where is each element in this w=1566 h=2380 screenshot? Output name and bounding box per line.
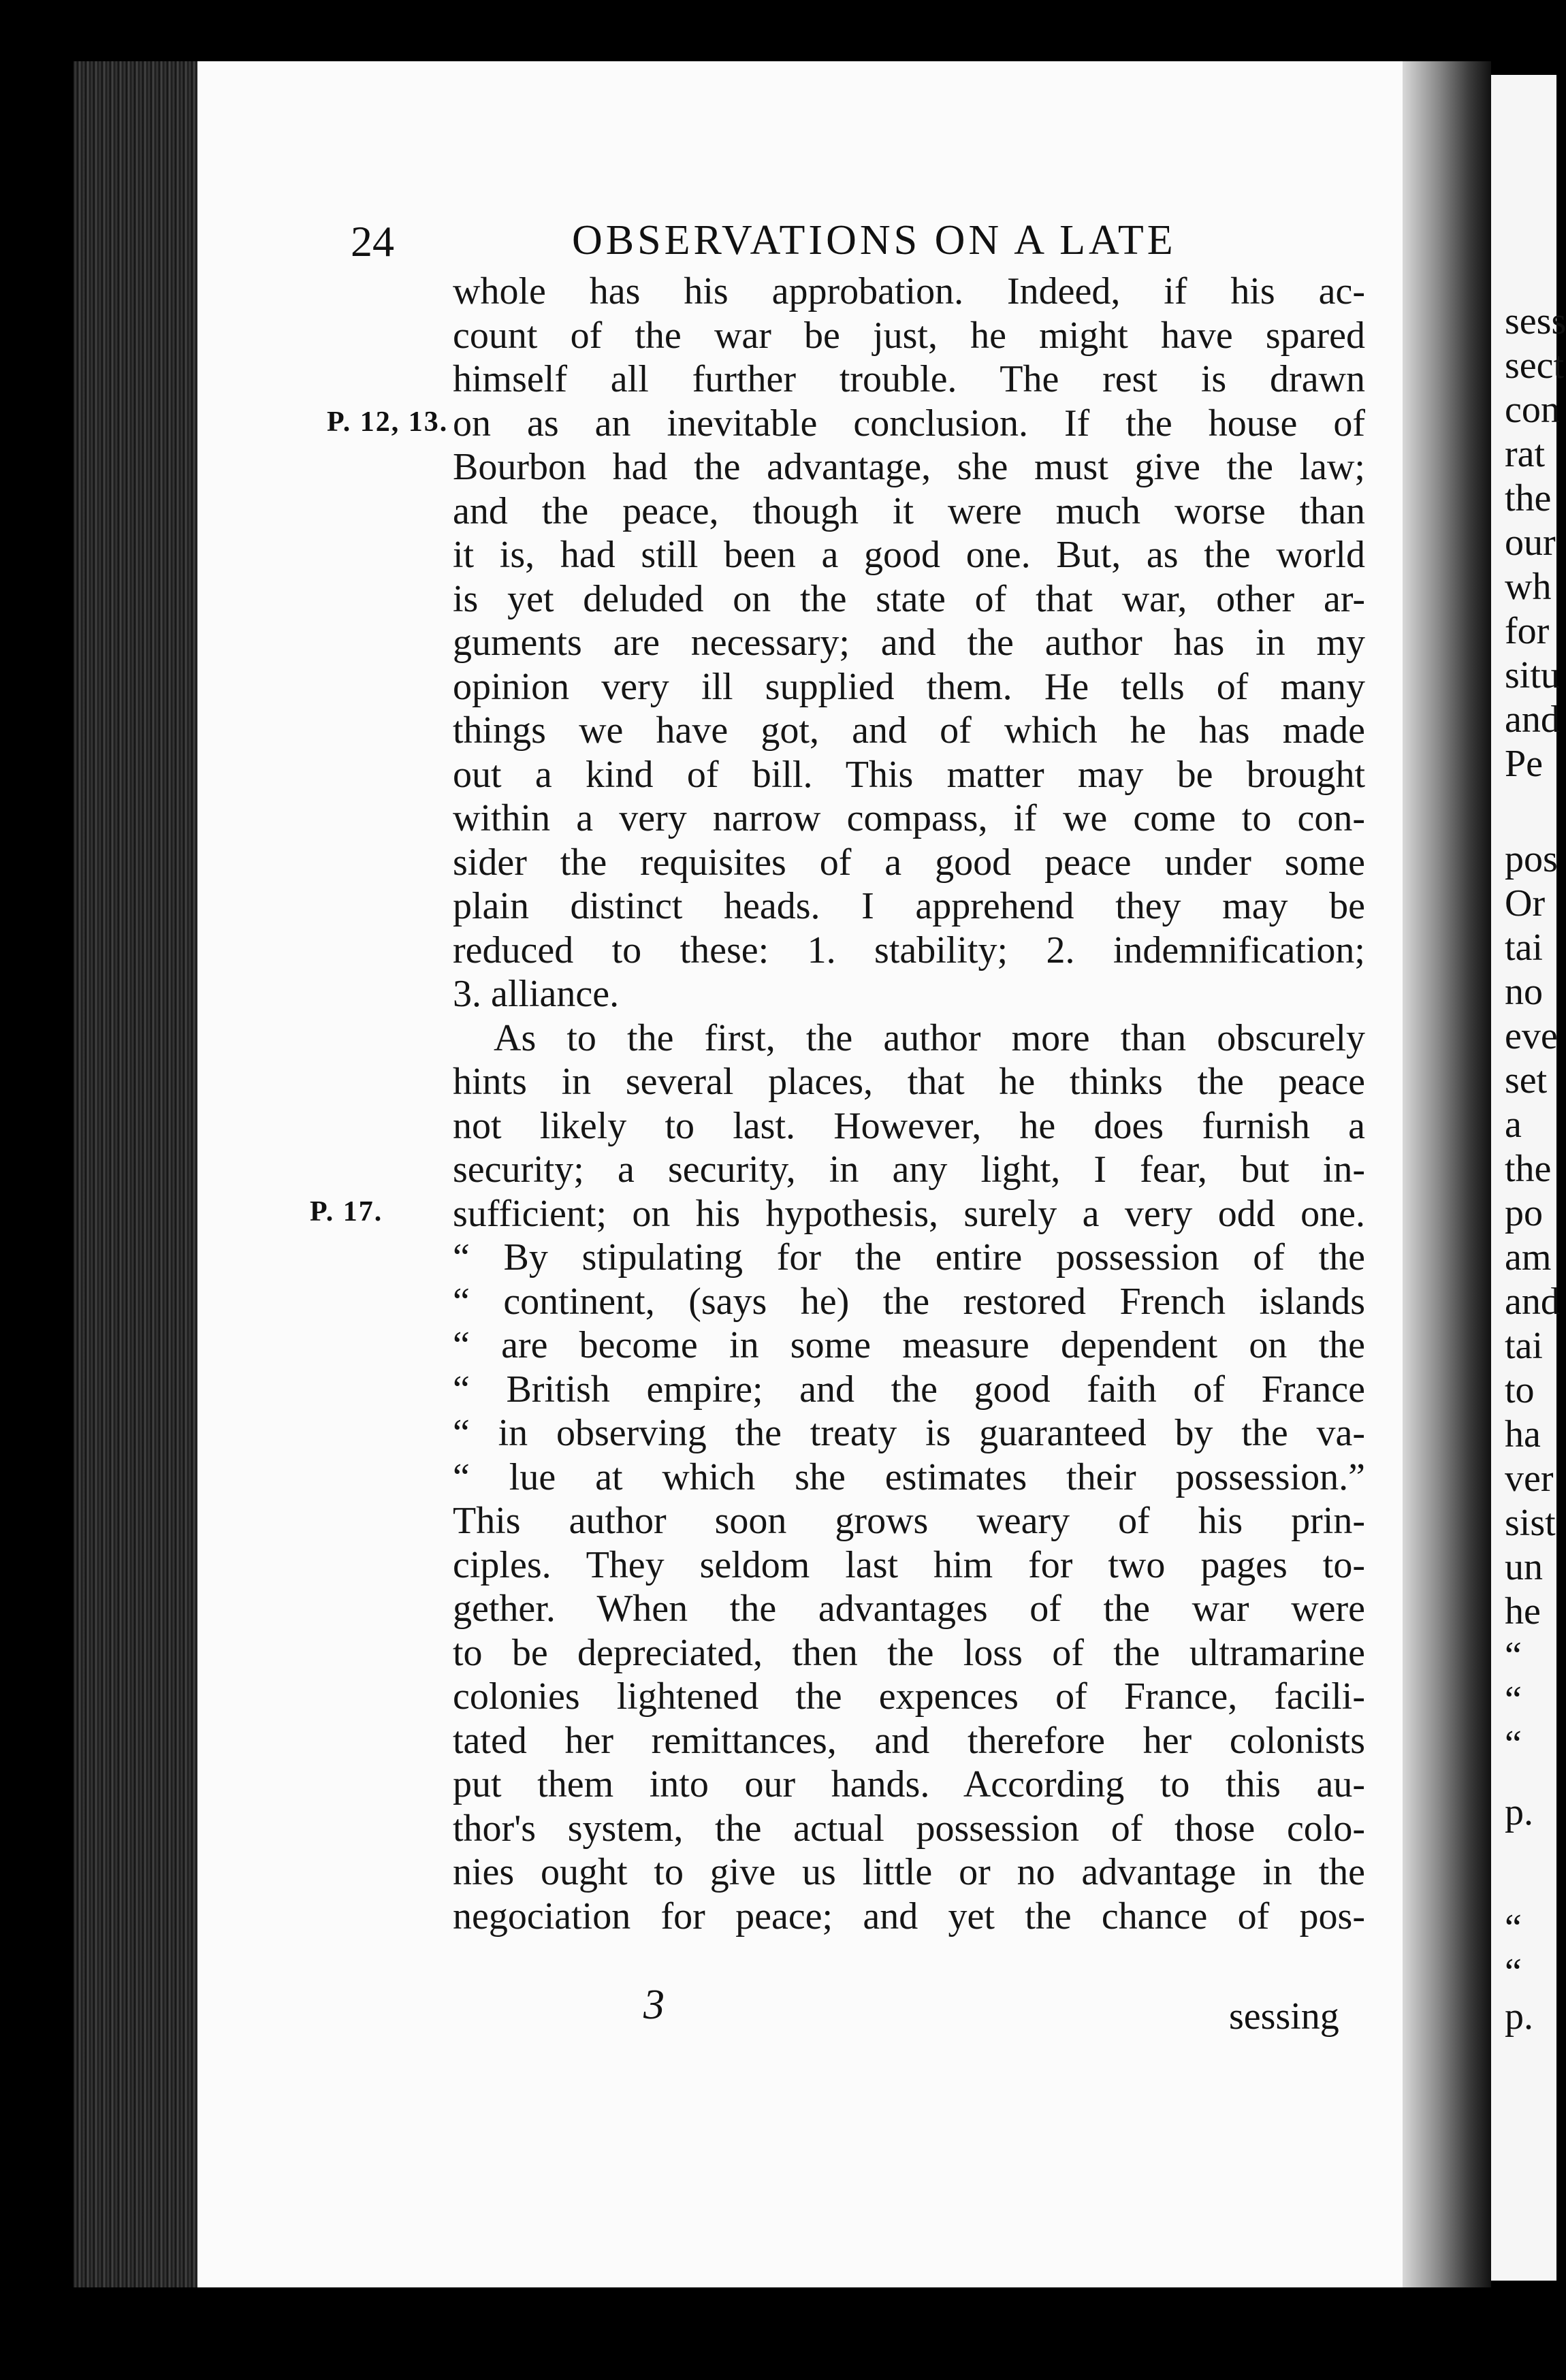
text-line: “ lue at which she estimates their possession.” [453, 1456, 1365, 1498]
running-title: OBSERVATIONS ON A LATE [572, 217, 1177, 263]
text-line: himself all further trouble. The rest is drawn [453, 358, 1365, 400]
facing-page-word: am [1505, 1236, 1552, 1279]
facing-page-word: eve [1505, 1015, 1558, 1057]
facing-page-word: the [1505, 1148, 1552, 1190]
text-line: sider the requisites of a good peace under some [453, 841, 1365, 884]
facing-page-word: rat [1505, 433, 1546, 475]
text-line: tated her remittances, and therefore her colonists [453, 1719, 1365, 1762]
facing-page-word: “ [1505, 1635, 1522, 1677]
facing-page-word: sect [1505, 344, 1565, 387]
facing-page-word: ver [1505, 1458, 1554, 1500]
text-line: thor's system, the actual possession of those colo- [453, 1807, 1365, 1850]
facing-page-word: sist [1505, 1502, 1556, 1544]
facing-page-word: ha [1505, 1413, 1541, 1456]
text-line: colonies lightened the expences of France, facili- [453, 1675, 1365, 1718]
text-line: “ continent, (says he) the restored French islands [453, 1280, 1365, 1323]
facing-page-word: p. [1505, 1995, 1533, 2038]
facing-page-word: situ [1505, 654, 1560, 696]
text-line: hints in several places, that he thinks the peace [453, 1061, 1365, 1103]
facing-page-word: no [1505, 971, 1543, 1013]
facing-page-word: set [1505, 1059, 1548, 1101]
text-line: “ British empire; and the good faith of France [453, 1368, 1365, 1411]
text-line: count of the war be just, he might have spared [453, 314, 1365, 357]
facing-page-word: tai [1505, 1325, 1543, 1367]
facing-page-word: un [1505, 1546, 1543, 1588]
facing-page-word: po [1505, 1192, 1543, 1234]
facing-page-word: and [1505, 698, 1560, 741]
facing-page-word: con [1505, 389, 1560, 431]
catchword: sessing [1229, 1995, 1339, 2038]
text-line: plain distinct heads. I apprehend they may be [453, 885, 1365, 927]
text-line: to be depreciated, then the loss of the ultramarine [453, 1631, 1365, 1674]
running-head [0, 216, 1556, 271]
signature-mark: 3 [643, 1982, 665, 2028]
book-gutter-shadow [1403, 61, 1491, 2287]
text-line: out a kind of bill. This matter may be brought [453, 753, 1365, 796]
text-line: nies ought to give us little or no advantage in the [453, 1851, 1365, 1893]
text-line: “ in observing the treaty is guaranteed by the va- [453, 1412, 1365, 1454]
text-line: Bourbon had the advantage, she must give the law; [453, 446, 1365, 488]
facing-page-word: “ [1505, 1907, 1522, 1949]
facing-page-word: Pe [1505, 743, 1543, 785]
facing-page-word: “ [1505, 1679, 1522, 1721]
text-line: opinion very ill supplied them. He tells of many [453, 665, 1365, 708]
text-line: This author soon grows weary of his prin- [453, 1500, 1365, 1542]
text-line: and the peace, though it were much worse than [453, 489, 1365, 532]
body-text [453, 270, 1365, 1938]
facing-page-word: sess [1505, 300, 1566, 342]
facing-page-word: our [1505, 521, 1556, 564]
facing-page-word: wh [1505, 566, 1552, 608]
text-line: 3. alliance. [453, 973, 620, 1015]
text-line: not likely to last. However, he does furnish a [453, 1104, 1365, 1147]
marginal-note: P. 17. [310, 1196, 383, 1227]
text-line: “ are become in some measure dependent on the [453, 1324, 1365, 1366]
facing-page-word: “ [1505, 1951, 1522, 1993]
text-line: gether. When the advantages of the war were [453, 1588, 1365, 1630]
text-line: it is, had still been a good one. But, as the world [453, 534, 1365, 576]
facing-page-word: and [1505, 1281, 1560, 1323]
text-line: whole has his approbation. Indeed, if his ac- [453, 270, 1365, 312]
text-line: reduced to these: 1. stability; 2. indemnification; [453, 929, 1365, 971]
text-line: things we have got, and of which he has made [453, 709, 1365, 752]
page-number: 24 [351, 217, 394, 266]
marginal-note: P. 12, 13. [327, 406, 449, 438]
facing-page-word: “ [1505, 1723, 1522, 1765]
text-line: security; a security, in any light, I fear, but in- [453, 1148, 1365, 1191]
facing-page-word: a [1505, 1104, 1522, 1146]
facing-page-word: for [1505, 610, 1550, 652]
text-line: guments are necessary; and the author has in my [453, 622, 1365, 664]
facing-page-word: to [1505, 1369, 1535, 1411]
facing-page-word: the [1505, 477, 1552, 519]
facing-page-word: Or [1505, 882, 1546, 924]
text-line: ciples. They seldom last him for two pages to- [453, 1543, 1365, 1586]
text-line: on as an inevitable conclusion. If the house of [453, 402, 1365, 445]
text-line: is yet deluded on the state of that war, other ar- [453, 577, 1365, 620]
text-line: negociation for peace; and yet the chance of pos- [453, 1895, 1365, 1937]
facing-page-word: pos [1505, 838, 1558, 880]
facing-page-word: he [1505, 1590, 1541, 1633]
text-line: As to the first, the author more than obscurely [494, 1016, 1365, 1059]
text-line: put them into our hands. According to this au- [453, 1763, 1365, 1805]
text-line: within a very narrow compass, if we come to con- [453, 797, 1365, 839]
facing-page-word: p. [1505, 1791, 1533, 1833]
facing-page-word: tai [1505, 927, 1543, 969]
page-edges-stack [74, 61, 197, 2287]
facing-page-fragment [1491, 75, 1566, 2281]
text-line: sufficient; on his hypothesis, surely a very odd one. [453, 1192, 1365, 1235]
text-line: “ By stipulating for the entire possession of the [453, 1236, 1365, 1279]
